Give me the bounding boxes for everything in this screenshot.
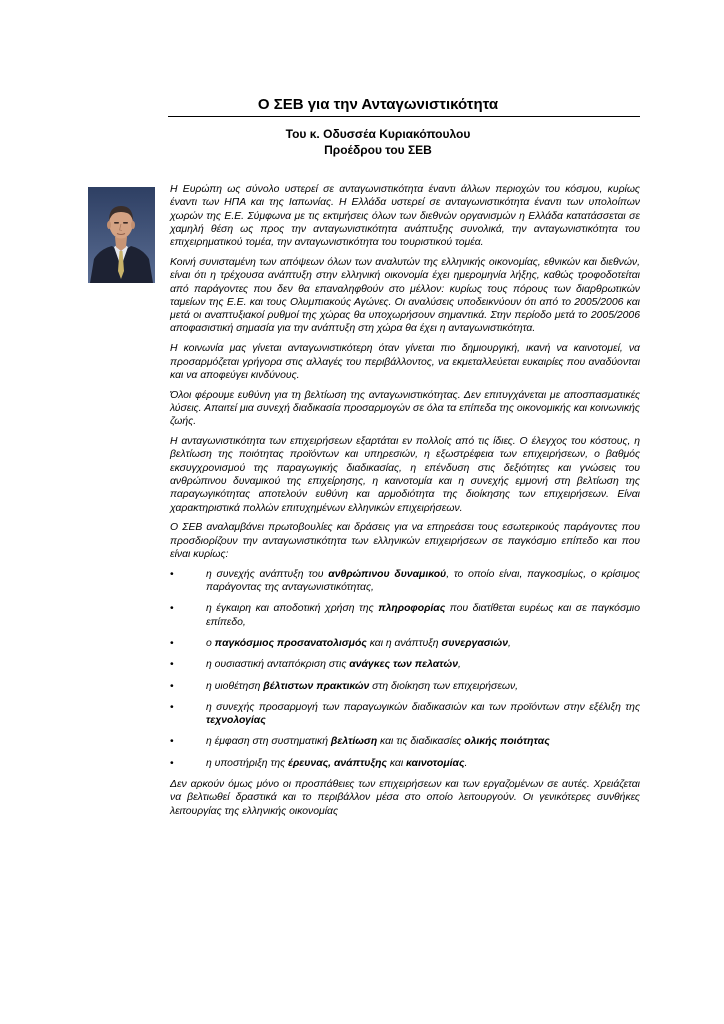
bullet-icon: •: [170, 680, 174, 692]
bullet-icon: •: [170, 757, 174, 769]
list-item-text: ,: [458, 659, 461, 671]
list-item: [170, 735, 640, 748]
emphasis-text: παγκόσμιος προσανατολισμός: [214, 637, 367, 649]
list-item-text: , το οποίο είναι, παγκοσμίως, ο κρίσιμος παράγοντας της ανταγωνιστικότητας,: [206, 568, 640, 594]
emphasis-text: βέλτιστων πρακτικών: [263, 680, 370, 692]
list-item-text: ο: [206, 637, 215, 649]
bullet-list: [170, 568, 640, 770]
list-item-text: η υποστήριξη της: [206, 757, 289, 769]
author-name: Του κ. Οδυσσέα Κυριακόπουλου: [285, 127, 471, 141]
list-item-text: η έγκαιρη και αποδοτική χρήση της: [206, 603, 379, 615]
bullet-icon: •: [170, 637, 174, 649]
list-item-text: .: [464, 757, 468, 769]
emphasis-text: ανθρώπινου δυναμικού: [328, 568, 447, 580]
emphasis-text: πληροφορίας: [378, 603, 446, 615]
list-item-text: στη διοίκηση των επιχειρήσεων,: [369, 680, 519, 692]
list-item-text: η έμφαση στη συστηματική: [206, 736, 331, 748]
list-item: [170, 568, 640, 595]
list-item: [170, 701, 640, 728]
emphasis-text: καινοτομίας: [406, 757, 465, 769]
list-item-text: ,: [508, 637, 511, 649]
paragraph-3: Η κοινωνία μας γίνεται ανταγωνιστικότερη όταν γίνεται πιο δημιουργική, ικανή να καινοτομεί, να προσαρμόζεται γρήγορα στις αλλαγές του περιβάλλοντος, να εκμεταλλεύεται ευκαιρίες που αναδύονται και να αποφεύγει κινδύνους.: [170, 343, 640, 381]
list-item-text: και η ανάπτυξη: [366, 637, 442, 649]
list-item: [170, 602, 640, 629]
emphasis-text: ολικής ποιότητας: [464, 736, 550, 748]
list-item-text: η ουσιαστική ανταπόκριση στις: [206, 659, 350, 671]
emphasis-text: έρευνας, ανάπτυξης: [288, 757, 387, 769]
list-item-text: και: [386, 757, 407, 769]
emphasis-text: τεχνολογίας: [206, 715, 266, 727]
paragraph-6: Ο ΣΕΒ αναλαμβάνει πρωτοβουλίες και δράσεις για να επηρεάσει τους εσωτερικούς παράγοντες που προσδιορίζουν την ανταγωνιστικότητα των ελληνικών επιχειρήσεων σε παγκόσμιο επίπεδο και που είναι κυρίως:: [170, 522, 640, 560]
list-item: [170, 680, 640, 693]
list-item-text: η υιοθέτηση: [206, 680, 264, 692]
emphasis-text: συνεργασιών: [441, 637, 509, 649]
emphasis-text: ανάγκες των πελατών: [349, 659, 458, 671]
list-item: [170, 658, 640, 671]
author-role: Προέδρου του ΣΕΒ: [324, 143, 432, 157]
bullet-icon: •: [170, 568, 174, 580]
paragraph-5: Η ανταγωνιστικότητα των επιχειρήσεων εξαρτάται εν πολλοίς από τις ίδιες. Ο έλεγχος του κόστους, η βελτίωση της ποιότητας προϊόντων και υπηρεσιών, η εξωστρέφεια των επιχειρήσεων, ο βαθμός εκσυγχρονισμού της παραγωγικής διαδικασίας, η επένδυση στις δεξιότητες και γνώσεις του ανθρώπινου δυναμικού της επιχείρησης, η καινοτομία και η συνεχής εμμονή στη βελτίωση της παραγωγικότητας αποτελούν ευθύνη και αρμοδιότητα της διοίκησης των επιχειρήσεων. Είναι χαρακτηριστικά πολλών επιτυχημένων ελληνικών επιχειρήσεων.: [170, 436, 640, 514]
list-item: [170, 637, 640, 650]
bullet-icon: •: [170, 736, 174, 748]
title-rule: [168, 116, 640, 117]
article-body: [170, 183, 640, 818]
list-item-text: και τις διαδικασίες: [377, 736, 465, 748]
closing-paragraph: Δεν αρκούν όμως μόνο οι προσπάθειες των επιχειρήσεων και των εργαζομένων σε αυτές. Χρειάζεται να βελτιωθεί δραστικά και το περιβάλλον μέσα στο οποίο λειτουργούν. Οι γενικότερες συνθήκες λειτουργίας της ελληνικής οικονομίας: [170, 778, 640, 817]
list-item-text: η συνεχής ανάπτυξη του: [206, 568, 329, 580]
list-item-text: που διατίθεται ευρέως και σε παγκόσμιο επίπεδο,: [206, 603, 640, 628]
bullet-icon: •: [170, 701, 174, 713]
paragraph-1: Η Ευρώπη ως σύνολο υστερεί σε ανταγωνιστικότητα έναντι άλλων περιοχών του κόσμου, κυρίως έναντι των ΗΠΑ και της Ιαπωνίας. Η Ελλάδα υστερεί σε ανταγωνιστικότητα έναντι των υπολοίπων χωρών της Ε.Ε. Σύμφωνα με τις εκτιμήσεις όλων των διεθνών οργανισμών η Ελλάδα κατατάσσεται σε χαμηλή θέση ως προς την ανταγωνιστικότητα ανάπτυξης συνολικά, την ανταγωνιστικότητα του επιχειρηματικού τομέα, την ανταγωνιστικότητα του τουριστικού τομέα.: [170, 184, 640, 249]
byline: [170, 126, 586, 158]
list-item-text: η συνεχής προσαρμογή των παραγωγικών διαδικασιών και των προϊόντων στην εξέλιξη της: [206, 701, 640, 713]
document-title: Ο ΣΕΒ για την Ανταγωνιστικότητα: [257, 96, 499, 113]
bullet-icon: •: [170, 659, 174, 671]
bullet-icon: •: [170, 603, 174, 615]
paragraph-2: Κοινή συνισταμένη των απόψεων όλων των αναλυτών της ελληνικής οικονομίας, εθνικών και διεθνών, είναι ότι η τρέχουσα ανάπτυξη στην ελληνική οικονομία έχει ημερομηνία λήξης, καθώς τροφοδοτείται από παράγοντες που δεν θα επαναληφθούν στο μέλλον: κυρίως τους πόρους των διαρθρωτικών ταμείων της Ε.Ε. και τους Ολυμπιακούς Αγώνες. Οι αναλύσεις υποδεικνύουν ότι από το 2005/2006 και μετά οι αναπτυξιακοί ρυθμοί της χώρας θα υποχωρήσουν σημαντικά. Στην περίοδο μετά το 2005/2006 αποφασιστική σημασία για την ανάπτυξη στη χώρα θα έχει η ανταγωνιστικότητα.: [170, 256, 640, 335]
paragraph-4: Όλοι φέρουμε ευθύνη για τη βελτίωση της ανταγωνιστικότητας. Δεν επιτυγχάνεται με αποσπασματικές λύσεις. Απαιτεί μια συνεχή διαδικασία προσαρμογών σε όλα τα επίπεδα της οικονομικής και κοινωνικής ζωής.: [170, 389, 640, 428]
emphasis-text: βελτίωση: [330, 736, 378, 748]
author-portrait: [88, 187, 155, 283]
list-item: [170, 757, 640, 770]
